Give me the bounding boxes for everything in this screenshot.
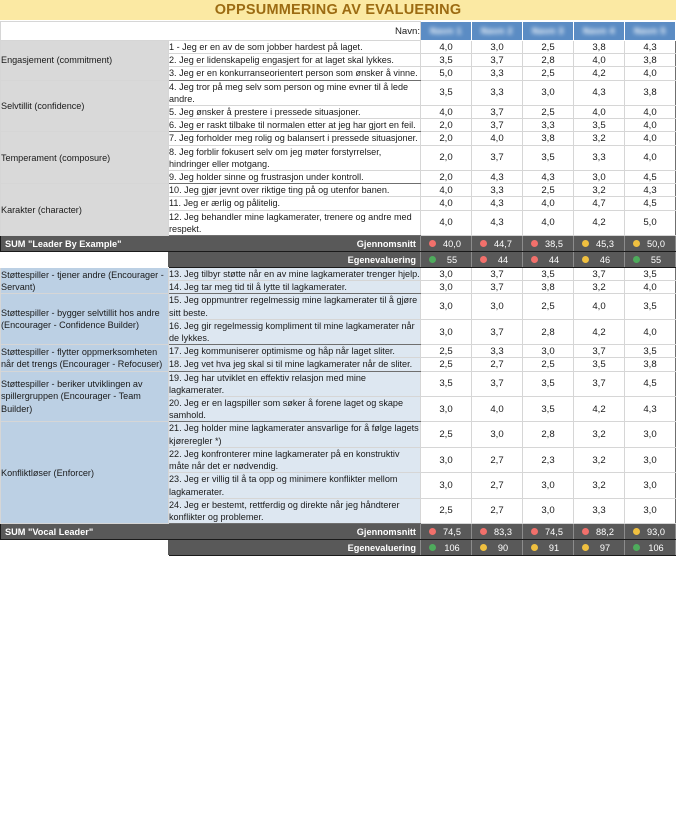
summary-score-cell — [574, 540, 625, 556]
score-cell[interactable]: 3,3 — [472, 345, 523, 358]
score-cell[interactable]: 2,5 — [523, 106, 574, 119]
score-cell[interactable]: 3,3 — [574, 145, 625, 170]
player-name-header-4[interactable] — [574, 22, 625, 41]
score-cell[interactable]: 2,7 — [472, 473, 523, 498]
score-cell[interactable]: 3,0 — [472, 422, 523, 447]
page-title: OPPSUMMERING AV EVALUERING — [214, 2, 462, 18]
question-cell: 2. Jeg er lidenskapelig engasjert for at laget skal lykkes. — [169, 54, 421, 67]
score-cell[interactable]: 4,3 — [625, 184, 676, 197]
score-cell[interactable]: 4,0 — [625, 119, 676, 132]
score-cell[interactable]: 3,7 — [472, 268, 523, 281]
summary-score-cell — [625, 252, 676, 268]
status-indicator-red-icon — [480, 240, 487, 247]
summary-value: 46 — [599, 254, 611, 265]
score-cell[interactable]: 3,5 — [625, 268, 676, 281]
score-cell[interactable]: 4,3 — [574, 80, 625, 105]
score-cell[interactable]: 3,0 — [523, 345, 574, 358]
status-indicator-yellow-icon — [582, 544, 589, 551]
summary-value: 55 — [446, 254, 458, 265]
question-cell: 3. Jeg er en konkurranseorientert person som ønsker å vinne. — [169, 67, 421, 80]
status-indicator-red-icon — [480, 528, 487, 535]
category-cell: Støttespiller - tjener andre (Encourager - Servant) — [1, 268, 169, 294]
score-cell[interactable]: 3,5 — [523, 268, 574, 281]
summary-score-cell — [574, 236, 625, 252]
summary-type-label: Egenevaluering — [169, 252, 421, 268]
summary-row — [1, 236, 676, 252]
question-cell: 17. Jeg kommuniserer optimisme og håp når laget sliter. — [169, 345, 421, 358]
score-cell[interactable]: 4,0 — [625, 281, 676, 294]
summary-score-cell — [625, 540, 676, 556]
summary-label: SUM "Vocal Leader" — [1, 524, 169, 540]
question-cell: 21. Jeg holder mine lagkamerater ansvarlige for å følge lagets kjøreregler *) — [169, 423, 419, 446]
status-indicator-yellow-icon — [531, 544, 538, 551]
score-cell[interactable]: 3,2 — [574, 281, 625, 294]
score-cell[interactable]: 3,8 — [523, 281, 574, 294]
category-cell: Temperament (composure) — [1, 132, 169, 184]
question-cell: 24. Jeg er bestemt, rettferdig og direkte når jeg håndterer konflikter og problemer. — [169, 498, 421, 523]
summary-value: 44 — [548, 254, 560, 265]
question-cell: 1 - Jeg er en av de som jobber hardest på laget. — [169, 41, 421, 54]
score-cell[interactable]: 3,5 — [574, 358, 625, 371]
score-cell[interactable]: 3,7 — [472, 281, 523, 294]
score-cell[interactable]: 2,0 — [421, 171, 472, 184]
score-cell[interactable]: 3,7 — [574, 371, 625, 396]
question-cell: 14. Jeg tar meg tid til å lytte til lagkamerater. — [169, 281, 421, 294]
player-name-header-2[interactable] — [472, 22, 523, 41]
score-cell[interactable]: 2,0 — [421, 145, 472, 170]
score-cell[interactable]: 2,5 — [523, 67, 574, 80]
score-cell[interactable]: 4,0 — [421, 41, 472, 54]
score-cell[interactable]: 3,0 — [421, 473, 472, 498]
score-cell[interactable]: 3,0 — [421, 268, 472, 281]
status-indicator-red-icon — [531, 528, 538, 535]
summary-score-cell — [625, 524, 676, 540]
summary-value: 83,3 — [494, 526, 512, 537]
score-cell[interactable]: 3,2 — [574, 184, 625, 197]
score-cell[interactable]: 3,0 — [625, 422, 676, 447]
player-name-text: Navn 5 — [634, 26, 666, 36]
redacted-name-mask — [421, 24, 471, 38]
status-indicator-red-icon — [480, 256, 487, 263]
score-cell[interactable]: 2,5 — [523, 358, 574, 371]
question-cell: 19. Jeg har utviklet en effektiv relasjon med mine lagkamerater. — [169, 371, 421, 396]
score-cell[interactable]: 4,0 — [421, 106, 472, 119]
summary-row — [1, 524, 676, 540]
score-cell[interactable]: 3,7 — [472, 371, 523, 396]
score-cell[interactable]: 3,7 — [472, 106, 523, 119]
score-cell[interactable]: 4,2 — [574, 319, 625, 344]
score-cell[interactable]: 4,0 — [574, 294, 625, 319]
score-cell[interactable]: 3,5 — [523, 371, 574, 396]
score-cell[interactable]: 3,5 — [421, 54, 472, 67]
question-cell: 7. Jeg forholder meg rolig og balansert i pressede situasjoner. — [169, 132, 421, 145]
summary-row — [1, 540, 676, 556]
score-cell[interactable]: 4,0 — [625, 67, 676, 80]
score-cell[interactable]: 2,5 — [421, 422, 472, 447]
question-cell: 23. Jeg er villig til å ta opp og minimere konflikter mellom lagkamerater. — [169, 473, 421, 498]
score-cell[interactable]: 3,0 — [574, 171, 625, 184]
question-cell: 13. Jeg tilbyr støtte når en av mine lagkamerater trenger hjelp. — [169, 269, 420, 280]
navn-label: Navn: — [169, 22, 421, 41]
summary-value: 74,5 — [545, 526, 563, 537]
score-cell[interactable]: 4,0 — [625, 132, 676, 145]
score-cell[interactable]: 2,5 — [523, 294, 574, 319]
score-cell[interactable]: 5,0 — [421, 67, 472, 80]
score-cell[interactable]: 4,5 — [625, 197, 676, 210]
score-cell[interactable]: 2,8 — [523, 422, 574, 447]
score-cell[interactable]: 2,8 — [523, 319, 574, 344]
category-cell: Konfliktløser (Enforcer) — [1, 422, 169, 524]
score-cell[interactable]: 3,8 — [523, 132, 574, 145]
score-cell[interactable]: 4,3 — [472, 197, 523, 210]
table-row — [1, 41, 676, 54]
summary-type-label: Egenevaluering — [169, 540, 421, 556]
question-cell: 6. Jeg er raskt tilbake til normalen etter at jeg har gjort en feil. — [169, 119, 421, 132]
score-cell[interactable]: 4,2 — [574, 397, 625, 422]
score-cell[interactable]: 4,2 — [574, 67, 625, 80]
player-name-text: Navn 3 — [532, 26, 564, 36]
score-cell[interactable]: 2,5 — [523, 41, 574, 54]
status-indicator-green-icon — [633, 256, 640, 263]
redacted-name-mask — [472, 24, 522, 38]
score-cell[interactable]: 2,8 — [523, 54, 574, 67]
table-row — [1, 268, 676, 281]
score-cell[interactable]: 3,2 — [574, 422, 625, 447]
score-cell[interactable]: 3,0 — [523, 80, 574, 105]
score-cell[interactable]: 3,0 — [421, 447, 472, 472]
summary-value: 91 — [548, 542, 560, 553]
summary-value: 40,0 — [443, 238, 461, 249]
score-cell[interactable]: 3,7 — [472, 54, 523, 67]
summary-score-cell — [574, 524, 625, 540]
score-cell[interactable]: 3,0 — [421, 397, 472, 422]
score-cell[interactable]: 5,0 — [625, 210, 676, 235]
table-row — [1, 422, 676, 447]
summary-score-cell — [472, 252, 523, 268]
status-indicator-yellow-icon — [582, 256, 589, 263]
summary-label — [1, 252, 169, 268]
summary-score-cell — [472, 524, 523, 540]
summary-score-cell — [421, 236, 472, 252]
summary-score-cell — [421, 540, 472, 556]
score-cell[interactable]: 4,0 — [625, 145, 676, 170]
table-row — [1, 80, 676, 105]
status-indicator-green-icon — [633, 544, 640, 551]
summary-value: 90 — [497, 542, 509, 553]
status-indicator-yellow-icon — [582, 240, 589, 247]
score-cell[interactable]: 3,3 — [472, 184, 523, 197]
question-cell: 12. Jeg behandler mine lagkamerater, trenere og andre med respekt. — [169, 210, 421, 235]
score-cell[interactable]: 3,7 — [472, 319, 523, 344]
status-indicator-red-icon — [429, 528, 436, 535]
category-cell: Selvtillit (confidence) — [1, 80, 169, 132]
status-indicator-red-icon — [582, 528, 589, 535]
score-cell[interactable]: 4,0 — [523, 197, 574, 210]
score-cell[interactable]: 4,3 — [625, 41, 676, 54]
question-cell: 4. Jeg tror på meg selv som person og mine evner til å lede andre. — [169, 80, 421, 105]
status-indicator-green-icon — [429, 256, 436, 263]
summary-value: 44,7 — [494, 238, 512, 249]
summary-value: 88,2 — [596, 526, 614, 537]
question-cell: 11. Jeg er ærlig og pålitelig. — [169, 197, 421, 210]
summary-label — [1, 540, 169, 556]
score-cell[interactable]: 3,5 — [625, 345, 676, 358]
score-cell[interactable]: 3,0 — [421, 319, 472, 344]
score-cell[interactable]: 3,5 — [625, 294, 676, 319]
table-row — [1, 345, 676, 358]
score-cell[interactable]: 4,3 — [472, 210, 523, 235]
evaluation-table — [0, 21, 676, 556]
score-cell[interactable]: 3,0 — [625, 498, 676, 523]
score-cell[interactable]: 3,7 — [574, 345, 625, 358]
summary-value: 106 — [648, 542, 664, 553]
summary-value: 55 — [650, 254, 662, 265]
summary-score-cell — [472, 236, 523, 252]
score-cell[interactable]: 3,7 — [472, 119, 523, 132]
summary-type-label: Gjennomsnitt — [169, 524, 421, 540]
score-cell[interactable]: 3,2 — [574, 132, 625, 145]
score-cell[interactable]: 3,8 — [625, 54, 676, 67]
score-cell[interactable]: 4,0 — [574, 106, 625, 119]
question-cell: 18. Jeg vet hva jeg skal si til mine lagkamerater når de sliter. — [169, 358, 421, 371]
score-cell[interactable]: 2,7 — [472, 358, 523, 371]
score-cell[interactable]: 3,5 — [421, 80, 472, 105]
status-indicator-red-icon — [531, 256, 538, 263]
score-cell[interactable]: 4,0 — [421, 184, 472, 197]
score-cell[interactable]: 4,0 — [421, 197, 472, 210]
question-cell: 9. Jeg holder sinne og frustrasjon under kontroll. — [169, 171, 421, 184]
score-cell[interactable]: 4,3 — [472, 171, 523, 184]
score-cell[interactable]: 4,0 — [523, 210, 574, 235]
player-name-text: Navn 4 — [583, 26, 615, 36]
status-indicator-red-icon — [531, 240, 538, 247]
category-cell: Engasjement (commitment) — [1, 41, 169, 81]
category-cell: Støttespiller - beriker utviklingen av spillergruppen (Encourager - Team Builder) — [1, 371, 169, 422]
score-cell[interactable]: 2,5 — [421, 345, 472, 358]
score-cell[interactable]: 4,0 — [625, 106, 676, 119]
score-cell[interactable]: 3,3 — [523, 119, 574, 132]
score-cell[interactable]: 2,7 — [472, 447, 523, 472]
summary-score-cell — [421, 524, 472, 540]
score-cell[interactable]: 2,0 — [421, 132, 472, 145]
score-cell[interactable]: 3,5 — [421, 371, 472, 396]
score-cell[interactable]: 2,3 — [523, 447, 574, 472]
score-cell[interactable]: 3,0 — [421, 281, 472, 294]
score-cell[interactable]: 3,2 — [574, 447, 625, 472]
title-banner — [0, 0, 676, 21]
score-cell[interactable]: 3,0 — [523, 473, 574, 498]
summary-value: 93,0 — [647, 526, 665, 537]
score-cell[interactable]: 4,0 — [472, 397, 523, 422]
score-cell[interactable]: 3,5 — [523, 145, 574, 170]
table-row — [1, 371, 676, 396]
redacted-name-mask — [523, 24, 573, 38]
question-cell: 8. Jeg forblir fokusert selv om jeg møter forstyrrelser, hindringer eller motgang. — [169, 145, 421, 170]
score-cell[interactable]: 3,2 — [574, 473, 625, 498]
summary-value: 45,3 — [596, 238, 614, 249]
category-cell: Støttespiller - flytter oppmerksomheten når det trengs (Encourager - Refocuser) — [1, 345, 169, 371]
score-cell[interactable]: 4,0 — [625, 319, 676, 344]
summary-label: SUM "Leader By Example" — [1, 236, 169, 252]
score-cell[interactable]: 3,0 — [625, 473, 676, 498]
question-cell: 16. Jeg gir regelmessig kompliment til mine lagkamerater når de lykkes. — [169, 319, 421, 344]
status-indicator-yellow-icon — [633, 528, 640, 535]
score-cell[interactable]: 3,8 — [574, 41, 625, 54]
score-cell[interactable]: 3,0 — [472, 41, 523, 54]
score-cell[interactable]: 4,3 — [523, 171, 574, 184]
score-cell[interactable]: 3,0 — [472, 294, 523, 319]
status-indicator-red-icon — [429, 240, 436, 247]
summary-type-label: Gjennomsnitt — [169, 236, 421, 252]
question-cell: 22. Jeg konfronterer mine lagkamerater på en konstruktiv måte når det er nødvendig. — [169, 447, 421, 472]
name-header-row — [1, 22, 676, 41]
status-indicator-green-icon — [429, 544, 436, 551]
summary-value: 74,5 — [443, 526, 461, 537]
score-cell[interactable]: 4,0 — [472, 132, 523, 145]
summary-score-cell — [421, 252, 472, 268]
score-cell[interactable]: 2,7 — [472, 498, 523, 523]
table-row — [1, 184, 676, 197]
score-cell[interactable]: 4,0 — [421, 210, 472, 235]
summary-score-cell — [625, 236, 676, 252]
table-body — [1, 22, 676, 556]
table-row — [1, 294, 676, 319]
summary-value: 97 — [599, 542, 611, 553]
summary-value: 44 — [497, 254, 509, 265]
redacted-name-mask — [625, 24, 675, 38]
score-cell[interactable]: 2,5 — [421, 498, 472, 523]
score-cell[interactable]: 4,3 — [625, 397, 676, 422]
summary-score-cell — [523, 540, 574, 556]
score-cell[interactable]: 3,0 — [523, 498, 574, 523]
score-cell[interactable]: 3,3 — [472, 67, 523, 80]
score-cell[interactable]: 3,5 — [523, 397, 574, 422]
question-cell: 10. Jeg gjør jevnt over riktige ting på og utenfor banen. — [169, 184, 421, 197]
summary-value: 50,0 — [647, 238, 665, 249]
score-cell[interactable]: 3,3 — [574, 498, 625, 523]
summary-score-cell — [523, 524, 574, 540]
summary-row — [1, 252, 676, 268]
player-name-header-3[interactable] — [523, 22, 574, 41]
score-cell[interactable]: 2,5 — [421, 358, 472, 371]
score-cell[interactable]: 4,5 — [625, 171, 676, 184]
summary-score-cell — [523, 252, 574, 268]
score-cell[interactable]: 3,8 — [625, 358, 676, 371]
player-name-text: Navn 2 — [481, 26, 513, 36]
question-cell: 20. Jeg er en lagspiller som søker å forene laget og skape samhold. — [169, 397, 421, 422]
table-row — [1, 132, 676, 145]
header-spacer-cell — [1, 22, 169, 41]
player-name-text: Navn 1 — [430, 26, 462, 36]
summary-score-cell — [523, 236, 574, 252]
score-cell[interactable]: 3,3 — [472, 80, 523, 105]
summary-value: 106 — [444, 542, 460, 553]
score-cell[interactable]: 4,0 — [574, 54, 625, 67]
summary-value: 38,5 — [545, 238, 563, 249]
score-cell[interactable]: 4,2 — [574, 210, 625, 235]
status-indicator-yellow-icon — [633, 240, 640, 247]
player-name-header-5[interactable] — [625, 22, 676, 41]
score-cell[interactable]: 3,7 — [574, 268, 625, 281]
summary-score-cell — [472, 540, 523, 556]
score-cell[interactable]: 3,7 — [472, 145, 523, 170]
player-name-header-1[interactable] — [421, 22, 472, 41]
score-cell[interactable]: 4,5 — [625, 371, 676, 396]
question-cell: 15. Jeg oppmuntrer regelmessig mine lagkamerater til å gjøre sitt beste. — [169, 294, 421, 319]
summary-score-cell — [574, 252, 625, 268]
score-cell[interactable]: 3,5 — [574, 119, 625, 132]
question-cell: 5. Jeg ønsker å prestere i pressede situasjoner. — [169, 106, 421, 119]
score-cell[interactable]: 2,0 — [421, 119, 472, 132]
category-cell: Karakter (character) — [1, 184, 169, 236]
score-cell[interactable]: 4,7 — [574, 197, 625, 210]
status-indicator-yellow-icon — [480, 544, 487, 551]
redacted-name-mask — [574, 24, 624, 38]
score-cell[interactable]: 2,5 — [523, 184, 574, 197]
score-cell[interactable]: 3,8 — [625, 80, 676, 105]
score-cell[interactable]: 3,0 — [421, 294, 472, 319]
score-cell[interactable]: 3,0 — [625, 447, 676, 472]
category-cell: Støttespiller - bygger selvtillit hos andre (Encourager - Confidence Builder) — [1, 294, 169, 345]
